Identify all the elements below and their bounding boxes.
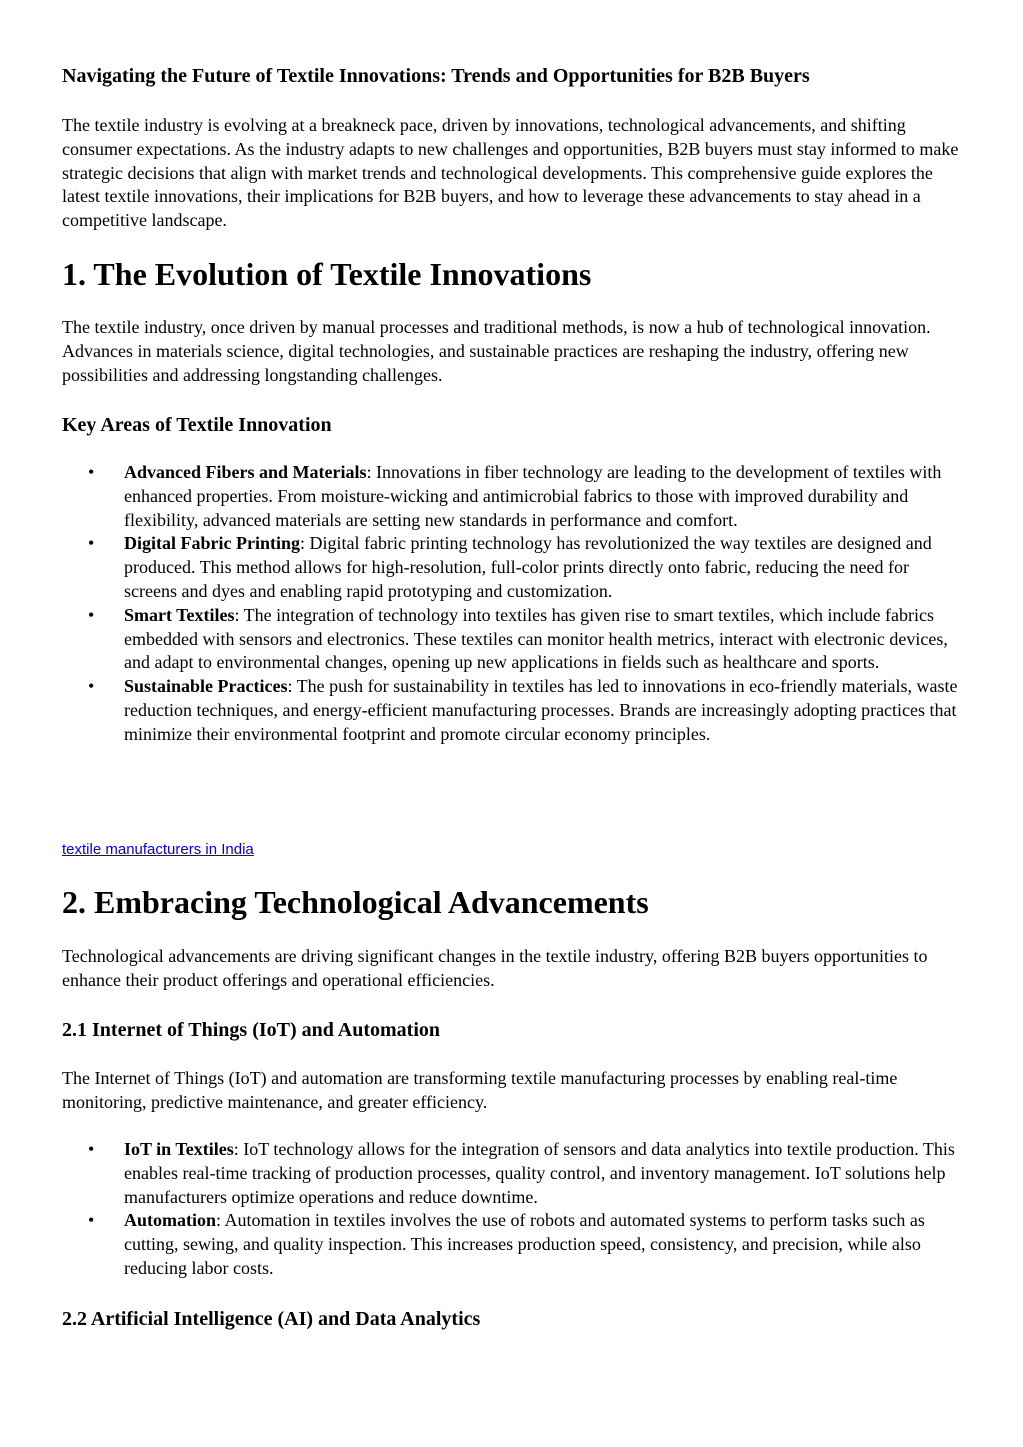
list-item-text: : The integration of technology into textiles has given rise to smart textiles, which include fabrics embedded with sensors and electronics. These textiles can monitor health metrics, interact with electronic devices, and adapt to environmental changes, opening up new applications in fields such as healthcare and sports. (124, 604, 948, 673)
list-item-term: Sustainable Practices (124, 676, 288, 697)
bullet-icon: • (88, 604, 95, 625)
bullet-icon: • (88, 533, 95, 554)
list-item-text: : Automation in textiles involves the use of robots and automated systems to perform tasks such as cutting, sewing, and quality inspection. This increases production speed, consistency, and precision, while also reducing labor costs. (124, 1210, 925, 1278)
list-item (62, 1138, 962, 1209)
list-item-text: : Digital fabric printing technology has revolutionized the way textiles are designed and produced. This method allows for high-resolution, full-color prints directly onto fabric, reducing the need for screens and dyes and enabling rapid prototyping and customization. (124, 533, 932, 601)
section-1-paragraph: The textile industry, once driven by manual processes and traditional methods, is now a hub of technological innovation. Advances in materials science, digital technologies, and sustainable practices are reshaping the industry, offering new possibilities and addressing longstanding challenges. (62, 317, 931, 385)
key-areas-heading: Key Areas of Textile Innovation (62, 414, 332, 436)
section-2-heading: 2. Embracing Technological Advancements (62, 884, 649, 920)
list-item-term: IoT in Textiles (124, 1139, 234, 1159)
document-title: Navigating the Future of Textile Innovations: Trends and Opportunities for B2B Buyers (62, 65, 810, 87)
list-item-text: : IoT technology allows for the integration of sensors and data analytics into textile production. This enables real-time tracking of production processes, quality control, and inventory management. IoT solutions help manufacturers optimize operations and reduce downtime. (124, 1139, 955, 1207)
list-item (62, 1209, 962, 1280)
intro-paragraph: The textile industry is evolving at a breakneck pace, driven by innovations, technological advancements, and shifting consumer expectations. As the industry adapts to new challenges and opportunities, B2B buyers must stay informed to make strategic decisions that align with market trends and technological developments. This comprehensive guide explores the latest textile innovations, their implications for B2B buyers, and how to leverage these advancements to stay ahead in a competitive landscape. (62, 115, 959, 231)
list-item-term: Automation (124, 1210, 217, 1231)
list-item-text: : The push for sustainability in textiles has led to innovations in eco-friendly materials, waste reduction techniques, and energy-efficient manufacturing processes. Brands are increasingly adopting practices that minimize their environmental footprint and promote circular economy principles. (124, 676, 958, 744)
list-item-term: Smart Textiles (124, 604, 235, 625)
list-item (62, 461, 962, 532)
list-item (62, 532, 962, 603)
bullet-icon: • (88, 1139, 95, 1159)
section-1-heading: 1. The Evolution of Textile Innovations (62, 256, 592, 292)
bullet-icon: • (88, 462, 95, 482)
section-2-1-paragraph: The Internet of Things (IoT) and automation are transforming textile manufacturing processes by enabling real-time monitoring, predictive maintenance, and greater efficiency. (62, 1068, 898, 1112)
list-item (62, 604, 962, 675)
list-item-term: Advanced Fibers and Materials (124, 462, 367, 482)
section-2-1-heading: 2.1 Internet of Things (IoT) and Automation (62, 1019, 441, 1041)
bullet-icon: • (88, 676, 95, 697)
section-2-paragraph: Technological advancements are driving significant changes in the textile industry, offering B2B buyers opportunities to enhance their product offerings and operational efficiencies. (62, 946, 928, 990)
section-2-2-heading: 2.2 Artificial Intelligence (AI) and Data Analytics (62, 1308, 481, 1330)
key-areas-list (62, 461, 962, 747)
list-item-text: : Innovations in fiber technology are leading to the development of textiles with enhanced properties. From moisture-wicking and antimicrobial fabrics to those with improved durability and flexibility, advanced materials are setting new standards in performance and comfort. (124, 462, 942, 530)
list-item-term: Digital Fabric Printing (124, 533, 300, 554)
textile-manufacturers-link[interactable]: textile manufacturers in India (62, 841, 254, 858)
list-item (62, 675, 962, 746)
bullet-icon: • (88, 1210, 95, 1231)
iot-automation-list (62, 1138, 962, 1281)
